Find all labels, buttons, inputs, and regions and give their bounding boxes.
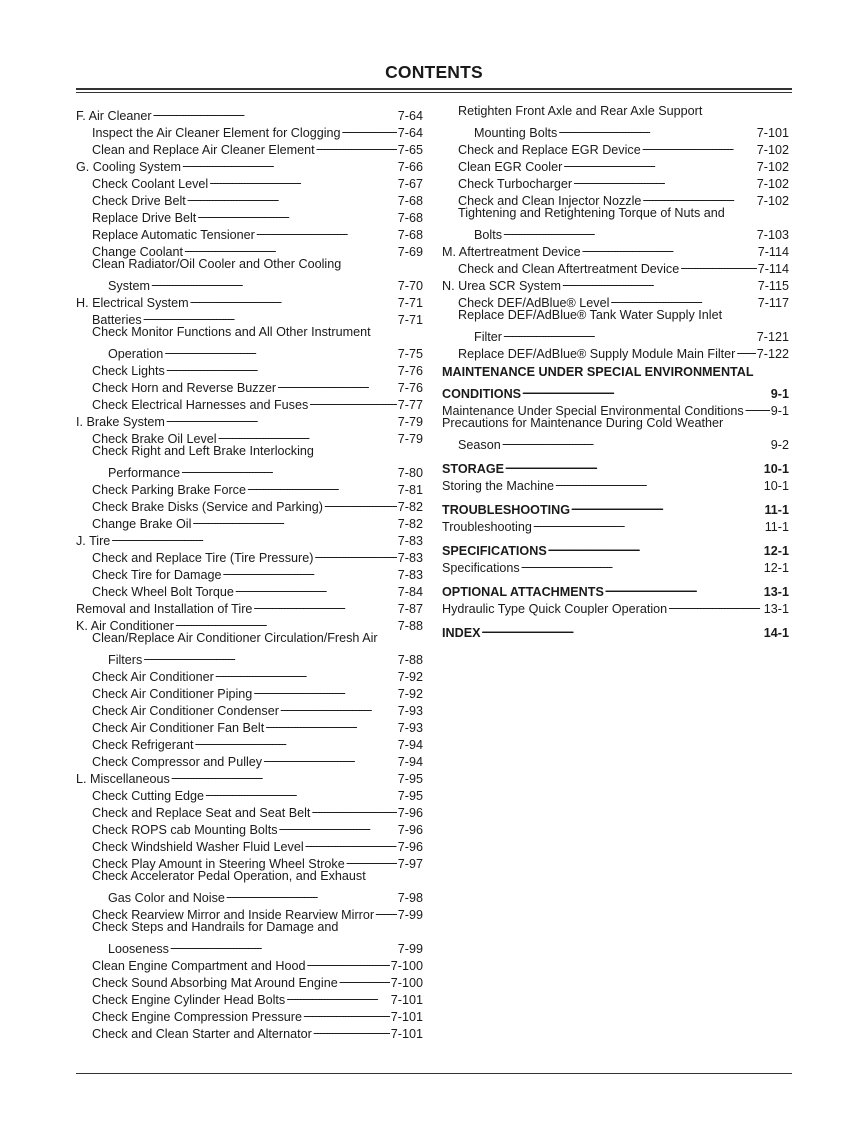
toc-entry[interactable]: Check Electrical Harnesses and Fuses . . . 7-77	[76, 392, 423, 409]
toc-entry[interactable]: Looseness . . . 7-99	[76, 936, 423, 953]
toc-entry[interactable]: F. Air Cleaner . . . 7-64	[76, 103, 423, 120]
toc-entry[interactable]: Bolts . . . 7-103	[442, 222, 789, 239]
toc-entry[interactable]: L. Miscellaneous . . . 7-95	[76, 766, 423, 783]
toc-entry[interactable]: H. Electrical System . . . 7-71	[76, 290, 423, 307]
header-rule-thin	[76, 92, 792, 93]
toc-entry[interactable]: Removal and Installation of Tire . . . 7-87	[76, 596, 423, 613]
toc-entry-line[interactable]: Replace DEF/AdBlue® Tank Water Supply Inlet	[458, 308, 723, 322]
toc-entry[interactable]: Replace Automatic Tensioner . . . 7-68	[76, 222, 423, 239]
toc-entry[interactable]: Check Rearview Mirror and Inside Rearview Mirror . . . 7-99	[76, 902, 423, 919]
toc-entry[interactable]: J. Tire . . . 7-83	[76, 528, 423, 545]
toc-entry[interactable]: N. Urea SCR System . . . 7-115	[442, 273, 789, 290]
toc-entry[interactable]: Check Sound Absorbing Mat Around Engine . . . 7-100	[76, 970, 423, 987]
section-heading[interactable]: CONDITIONS . . . 9-1	[442, 381, 789, 398]
toc-entry[interactable]: Check Air Conditioner Condenser . . . 7-93	[76, 698, 423, 715]
section-heading[interactable]: SPECIFICATIONS . . . 12-1	[442, 538, 789, 555]
toc-entry[interactable]: Check Windshield Washer Fluid Level . . . 7-96	[76, 834, 423, 851]
section-heading[interactable]: STORAGE . . . 10-1	[442, 456, 789, 473]
toc-entry[interactable]: Gas Color and Noise . . . 7-98	[76, 885, 423, 902]
toc-entry[interactable]: Performance . . . 7-80	[76, 460, 423, 477]
toc-entry[interactable]: Specifications . . . 12-1	[442, 555, 789, 572]
section-heading[interactable]: OPTIONAL ATTACHMENTS . . . 13-1	[442, 579, 789, 596]
toc-entry[interactable]: Check Compressor and Pulley . . . 7-94	[76, 749, 423, 766]
section-heading[interactable]: MAINTENANCE UNDER SPECIAL ENVIRONMENTAL	[442, 365, 754, 379]
toc-entry[interactable]: Check and Clean Injector Nozzle . . . 7-102	[442, 188, 789, 205]
toc-entry[interactable]: Check Air Conditioner Fan Belt . . . 7-93	[76, 715, 423, 732]
toc-left-column	[76, 103, 423, 1041]
toc-entry[interactable]: Clean EGR Cooler . . . 7-102	[442, 154, 789, 171]
toc-entry-line[interactable]: Precautions for Maintenance During Cold Weather	[442, 416, 724, 430]
toc-entry[interactable]: Check Horn and Reverse Buzzer . . . 7-76	[76, 375, 423, 392]
toc-entry[interactable]: Check Play Amount in Steering Wheel Stroke . . . 7-97	[76, 851, 423, 868]
toc-entry[interactable]: Check and Replace Seat and Seat Belt . . . 7-96	[76, 800, 423, 817]
toc-entry[interactable]: Check Brake Disks (Service and Parking) . . . 7-82	[76, 494, 423, 511]
toc-entry[interactable]: Troubleshooting . . . 11-1	[442, 514, 789, 531]
toc-entry[interactable]: Check Engine Compression Pressure . . . 7-101	[76, 1004, 423, 1021]
toc-entry[interactable]: Check Cutting Edge . . . 7-95	[76, 783, 423, 800]
toc-entry[interactable]: Check ROPS cab Mounting Bolts . . . 7-96	[76, 817, 423, 834]
toc-entry-line[interactable]: Clean/Replace Air Conditioner Circulation/Fresh Air	[92, 631, 378, 645]
toc-entry[interactable]: Check Air Conditioner . . . 7-92	[76, 664, 423, 681]
toc-entry[interactable]: Change Brake Oil . . . 7-82	[76, 511, 423, 528]
toc-entry[interactable]: Hydraulic Type Quick Coupler Operation . . . 13-1	[442, 596, 789, 613]
page-title: CONTENTS	[385, 62, 483, 82]
toc-entry[interactable]: Season . . . 9-2	[442, 432, 789, 449]
toc-entry[interactable]: Maintenance Under Special Environmental Conditions . . . 9-1	[442, 398, 789, 415]
toc-right-column	[442, 103, 789, 640]
toc-entry-line[interactable]: Check Monitor Functions and All Other Instrument	[92, 325, 371, 339]
toc-entry[interactable]: K. Air Conditioner . . . 7-88	[76, 613, 423, 630]
toc-entry[interactable]: Check Coolant Level . . . 7-67	[76, 171, 423, 188]
toc-entry[interactable]: Inspect the Air Cleaner Element for Clogging . . . 7-64	[76, 120, 423, 137]
section-heading[interactable]: TROUBLESHOOTING . . . 11-1	[442, 497, 789, 514]
toc-entry[interactable]: Check Refrigerant . . . 7-94	[76, 732, 423, 749]
toc-entry[interactable]: Filter . . . 7-121	[442, 324, 789, 341]
toc-entry[interactable]: Check Air Conditioner Piping . . . 7-92	[76, 681, 423, 698]
toc-entry-line[interactable]: Tightening and Retightening Torque of Nuts and	[458, 206, 725, 220]
toc-entry[interactable]: Check Brake Oil Level . . . 7-79	[76, 426, 423, 443]
toc-entry-line[interactable]: Check Steps and Handrails for Damage and	[92, 920, 339, 934]
toc-entry[interactable]: Clean Engine Compartment and Hood . . . 7-100	[76, 953, 423, 970]
toc-entry[interactable]: Check Lights . . . 7-76	[76, 358, 423, 375]
toc-entry[interactable]: Check and Clean Aftertreatment Device . . . 7-114	[442, 256, 789, 273]
toc-entry-line[interactable]: Check Right and Left Brake Interlocking	[92, 444, 314, 458]
toc-entry[interactable]: System . . . 7-70	[76, 273, 423, 290]
toc-entry[interactable]: Check Turbocharger . . . 7-102	[442, 171, 789, 188]
toc-entry-line[interactable]: Clean Radiator/Oil Cooler and Other Cooling	[92, 257, 342, 271]
toc-entry[interactable]: Storing the Machine . . . 10-1	[442, 473, 789, 490]
toc-entry[interactable]: Check Engine Cylinder Head Bolts . . . 7-101	[76, 987, 423, 1004]
toc-entry-line[interactable]: Retighten Front Axle and Rear Axle Support	[458, 104, 703, 118]
toc-entry[interactable]: Check and Clean Starter and Alternator . . . 7-101	[76, 1021, 423, 1038]
header-rule-thick	[76, 88, 792, 90]
toc-entry[interactable]: Filters . . . 7-88	[76, 647, 423, 664]
toc-entry[interactable]: I. Brake System . . . 7-79	[76, 409, 423, 426]
toc-entry-line[interactable]: Check Accelerator Pedal Operation, and Exhaust	[92, 869, 366, 883]
toc-entry[interactable]: Check Drive Belt . . . 7-68	[76, 188, 423, 205]
toc-entry[interactable]: Check Tire for Damage . . . 7-83	[76, 562, 423, 579]
toc-entry[interactable]: Change Coolant . . . 7-69	[76, 239, 423, 256]
toc-entry[interactable]: G. Cooling System . . . 7-66	[76, 154, 423, 171]
toc-entry[interactable]: M. Aftertreatment Device . . . 7-114	[442, 239, 789, 256]
toc-entry[interactable]: Check and Replace Tire (Tire Pressure) . . . 7-83	[76, 545, 423, 562]
section-heading[interactable]: INDEX . . . 14-1	[442, 620, 789, 637]
toc-entry[interactable]: Replace DEF/AdBlue® Supply Module Main Filter . . . 7-122	[442, 341, 789, 358]
toc-entry[interactable]: Check Parking Brake Force . . . 7-81	[76, 477, 423, 494]
toc-entry[interactable]: Mounting Bolts . . . 7-101	[442, 120, 789, 137]
toc-entry[interactable]: Check and Replace EGR Device . . . 7-102	[442, 137, 789, 154]
toc-entry[interactable]: Batteries . . . 7-71	[76, 307, 423, 324]
toc-entry[interactable]: Check Wheel Bolt Torque . . . 7-84	[76, 579, 423, 596]
toc-entry[interactable]: Operation . . . 7-75	[76, 341, 423, 358]
footer-rule	[76, 1073, 792, 1074]
toc-entry[interactable]: Clean and Replace Air Cleaner Element . . . 7-65	[76, 137, 423, 154]
toc-entry[interactable]: Check DEF/AdBlue® Level . . . 7-117	[442, 290, 789, 307]
toc-entry[interactable]: Replace Drive Belt . . . 7-68	[76, 205, 423, 222]
